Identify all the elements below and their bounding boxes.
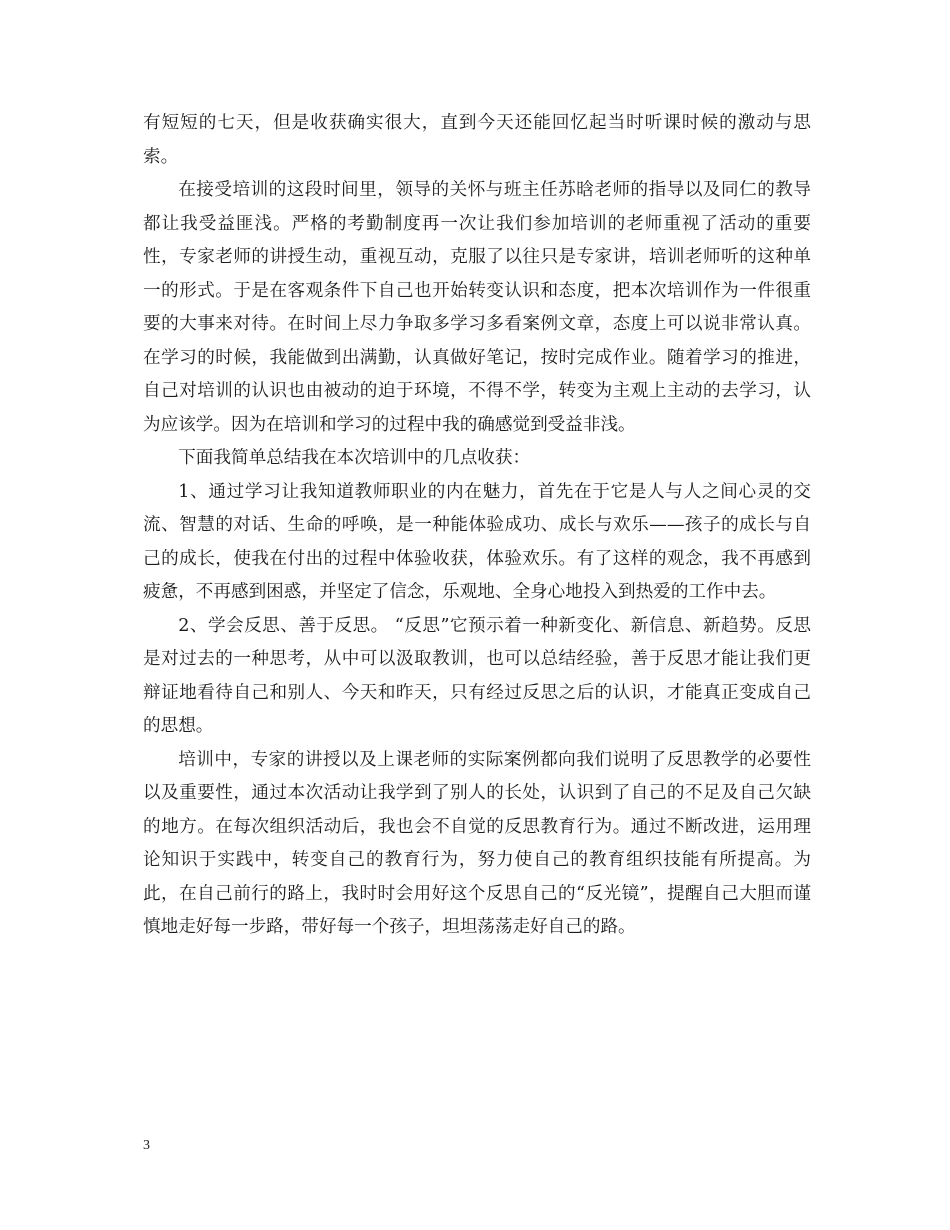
document-body — [143, 107, 811, 945]
paragraph-3: 下面我简单总结我在本次培训中的几点收获： — [178, 448, 531, 468]
paragraph-5: 2、学会反思、善于反思。 “反思”它预示着一种新变化、新信息、新趋势。反思是对过去的一种思考，从中可以汲取教训，也可以总结经验，善于反思才能让我们更辩证地看待自己和别人、今天和昨天，只有经过反思之后的认识，才能真正变成自己的思想。 — [143, 615, 811, 736]
paragraph-6: 培训中，专家的讲授以及上课老师的实际案例都向我们说明了反思教学的必要性以及重要性，通过本次活动让我学到了别人的长处，认识到了自己的不足及自己欠缺的地方。在每次组织活动后，我也会不自觉的反思教育行为。通过不断改进，运用理论知识于实践中，转变自己的教育行为，努力使自己的教育组织技能有所提高。为此，在自己前行的路上，我时时会用好这个反思自己的“反光镜”，提醒自己大胆而谨慎地走好每一步路，带好每一个孩子，坦坦荡荡走好自己的路。 — [143, 749, 811, 937]
page-number: 3 — [143, 1138, 150, 1153]
paragraph-2: 在接受培训的这段时间里，领导的关怀与班主任苏晗老师的指导以及同仁的教导都让我受益匪浅。严格的考勤制度再一次让我们参加培训的老师重视了活动的重要性，专家老师的讲授生动，重视互动，克服了以往只是专家讲，培训老师听的这种单一的形式。于是在客观条件下自己也开始转变认识和态度，把本次培训作为一件很重要的大事来对待。在时间上尽力争取多学习多看案例文章，态度上可以说非常认真。在学习的时候，我能做到出满勤，认真做好笔记，按时完成作业。随着学习的推进，自己对培训的认识也由被动的迫于环境，不得不学，转变为主观上主动的去学习，认为应该学。因为在培训和学习的过程中我的确感觉到受益非浅。 — [143, 180, 811, 435]
paragraph-1: 有短短的七天，但是收获确实很大，直到今天还能回忆起当时听课时候的激动与思索。 — [143, 113, 811, 167]
paragraph-4: 1、通过学习让我知道教师职业的内在魅力，首先在于它是人与人之间心灵的交流、智慧的对话、生命的呼唤，是一种能体验成功、成长与欢乐——孩子的成长与自己的成长，使我在付出的过程中体验收获，体验欢乐。有了这样的观念，我不再感到疲惫，不再感到困惑，并坚定了信念，乐观地、全身心地投入到热爱的工作中去。 — [143, 481, 811, 602]
